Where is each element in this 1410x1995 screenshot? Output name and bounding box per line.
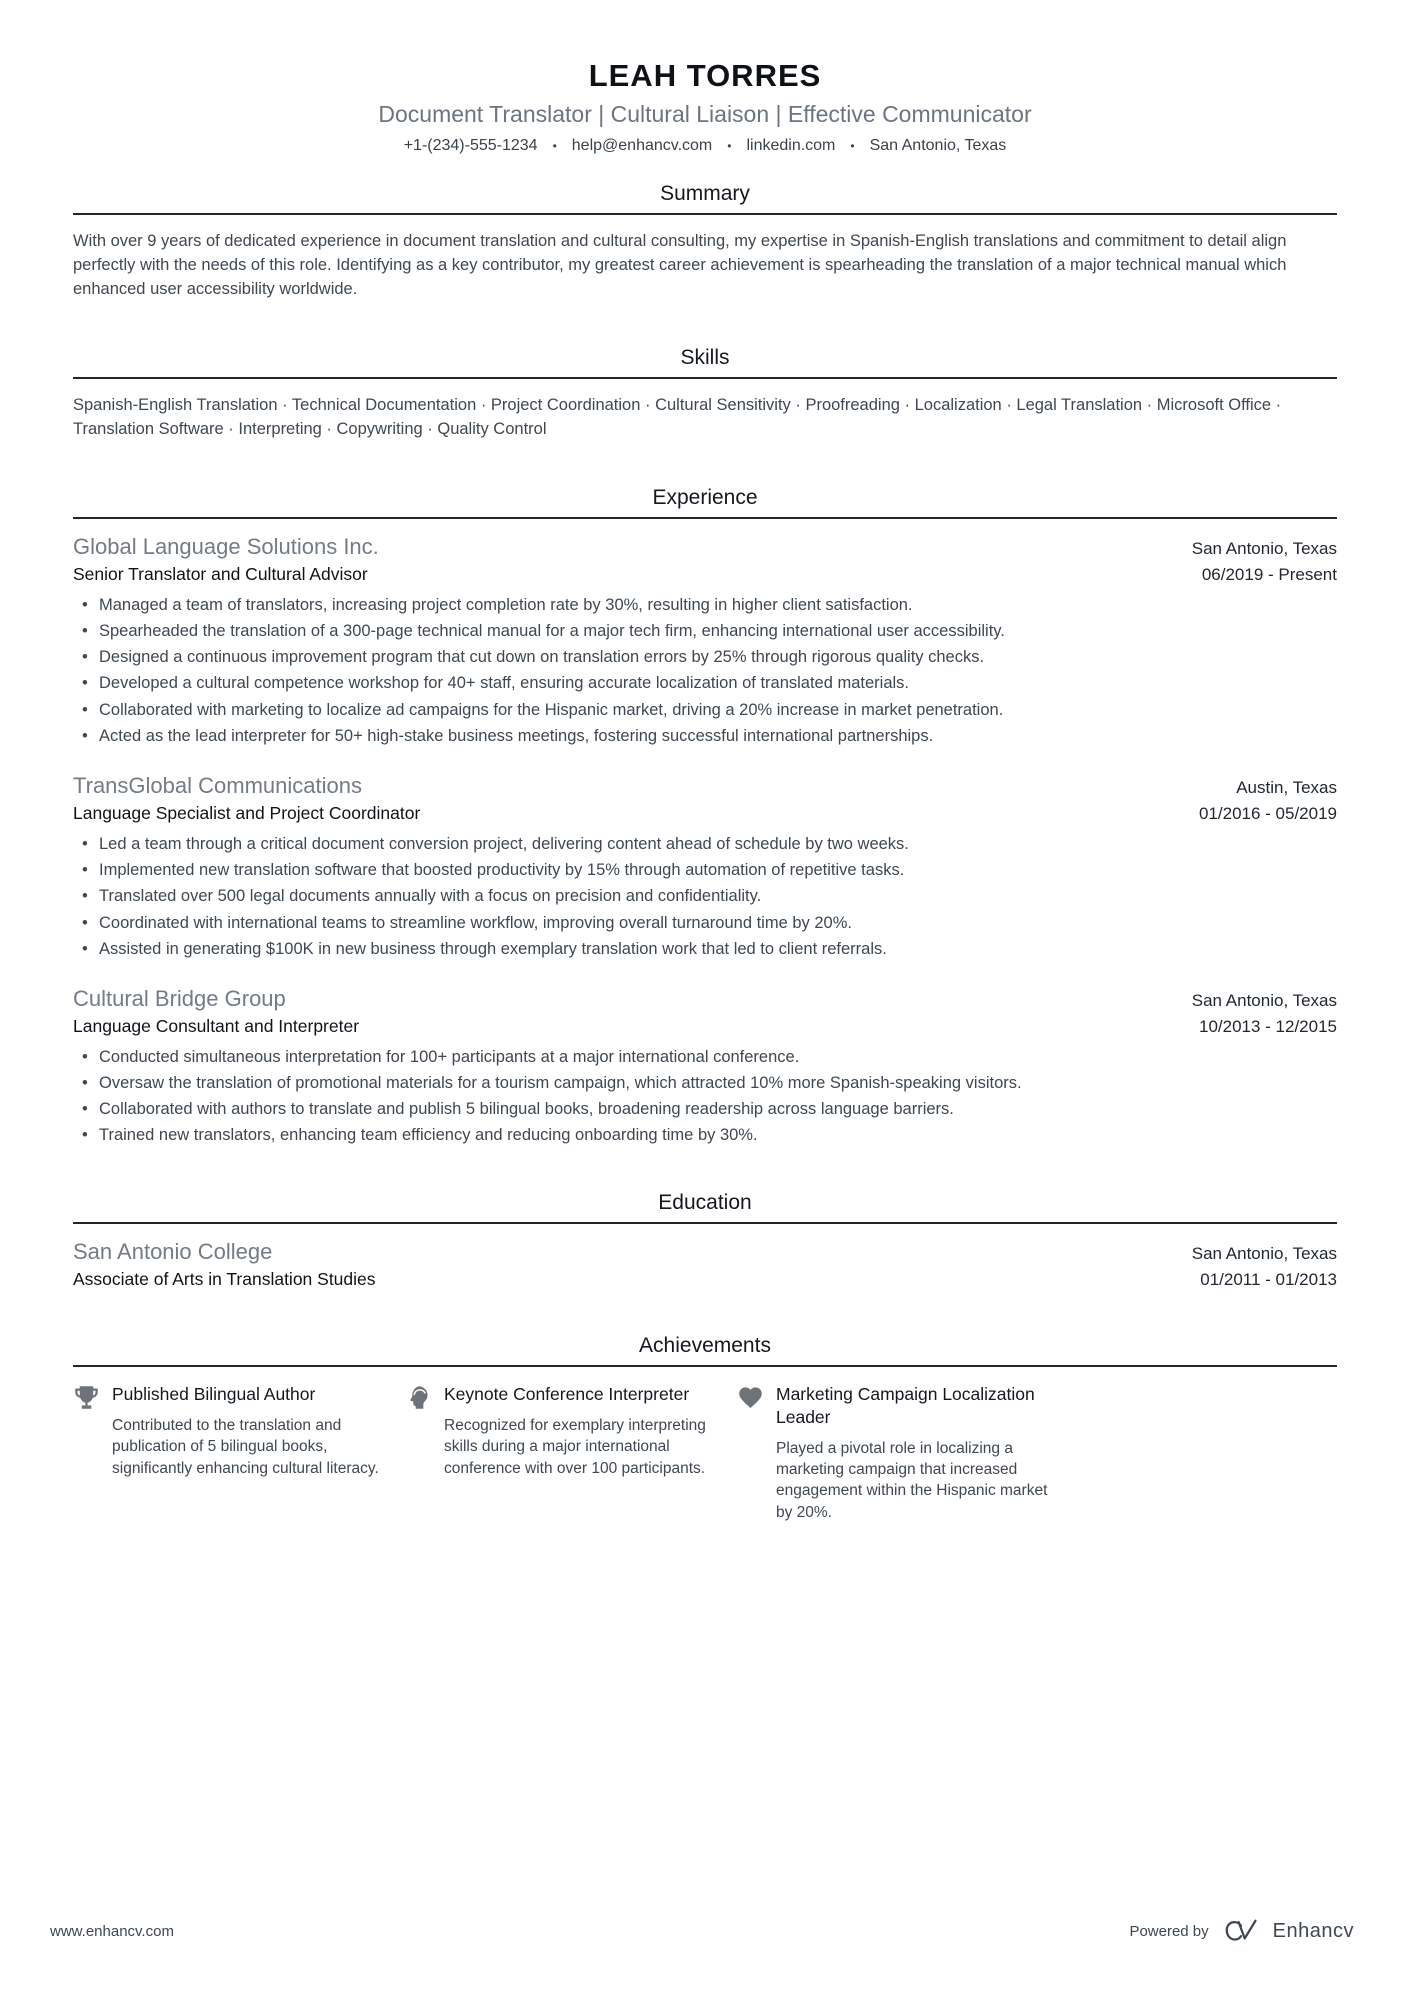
skills-list: Spanish-English Translation · Technical Documentation · Project Coordination · Cultural Sensitivity · Proofreading · Localization · Legal Translation · Microsoft Office · Translation Software · Interpreting · Copywriting · Quality Control [73, 395, 1282, 438]
resume-header [73, 58, 1337, 155]
job-bullet: • Translated over 500 legal documents annually with a focus on precision and confidentiality. [99, 886, 1337, 908]
section-divider [73, 1365, 1337, 1367]
achievement-description: Contributed to the translation and publication of 5 bilingual books, significantly enhancing cultural literacy. [112, 1416, 379, 1477]
section-divider [73, 377, 1337, 379]
achievement-description: Played a pivotal role in localizing a marketing campaign that increased engagement within the Hispanic market by 20%. [776, 1439, 1048, 1521]
heart-icon [737, 1384, 764, 1411]
achievements-grid [73, 1383, 1337, 1523]
dot-separator-icon: • [850, 139, 855, 153]
education-entry [73, 1239, 1337, 1290]
job-bullet: • Designed a continuous improvement program that cut down on translation errors by 25% through rigorous quality checks. [99, 647, 1337, 669]
candidate-headline: Document Translator | Cultural Liaison | Effective Communicator [378, 101, 1032, 127]
achievement-item [737, 1383, 1069, 1523]
job-dates: 06/2019 - Present [1201, 564, 1337, 584]
page-footer [50, 1917, 1354, 1945]
section-skills [73, 346, 1337, 442]
section-divider [73, 1222, 1337, 1224]
job-bullet: • Trained new translators, enhancing team efficiency and reducing onboarding time by 30%. [99, 1125, 1337, 1147]
contact-location: San Antonio, Texas [869, 137, 1007, 154]
company-name: Global Language Solutions Inc. [73, 533, 379, 559]
job-dates: 01/2016 - 05/2019 [1198, 803, 1337, 823]
contact-line [73, 137, 1337, 155]
job-title: Senior Translator and Cultural Advisor [73, 563, 368, 584]
achievement-item [405, 1383, 737, 1523]
degree-name: Associate of Arts in Translation Studies [73, 1269, 376, 1290]
experience-entry [73, 986, 1337, 1148]
section-education [73, 1191, 1337, 1290]
dot-separator-icon: • [552, 139, 557, 153]
summary-text: With over 9 years of dedicated experience in document translation and cultural consulting, my expertise in Spanish-English translations and commitment to detail align perfectly with the needs of this role. Identifying as a key contributor, my greatest career achievement is spearheading the translation of a major technical manual which enhanced user accessibility worldwide. [73, 232, 1287, 298]
job-bullet: • Coordinated with international teams to streamline workflow, improving overall turnaround time by 20%. [99, 913, 1337, 935]
brand-name: Enhancv [1272, 1919, 1354, 1942]
section-achievements [73, 1334, 1337, 1523]
job-bullet: • Implemented new translation software that boosted productivity by 15% through automation of repetitive tasks. [99, 860, 1337, 882]
footer-website-link[interactable]: www.enhancv.com [50, 1922, 174, 1940]
job-bullet: • Spearheaded the translation of a 300-page technical manual for a major tech firm, enhancing international user accessibility. [99, 621, 1337, 643]
job-bullet-list [73, 595, 1337, 748]
job-title: Language Specialist and Project Coordinator [73, 802, 421, 823]
experience-section-title: Experience [652, 485, 758, 509]
summary-section-title: Summary [660, 182, 750, 205]
achievement-title: Published Bilingual Author [112, 1384, 316, 1405]
powered-by-label: Powered by [1129, 1922, 1209, 1940]
section-summary [73, 182, 1337, 302]
job-bullet: • Collaborated with authors to translate and publish 5 bilingual books, broadening readership across language barriers. [99, 1099, 1337, 1121]
skills-section-title: Skills [680, 345, 730, 369]
job-bullet-list [73, 834, 1337, 961]
job-dates: 10/2013 - 12/2015 [1198, 1016, 1337, 1036]
experience-entry [73, 534, 1337, 748]
enhancv-logo-icon [1220, 1917, 1262, 1945]
section-divider [73, 517, 1337, 519]
company-name: Cultural Bridge Group [73, 985, 286, 1011]
school-location: San Antonio, Texas [1191, 1244, 1337, 1264]
job-bullet: • Assisted in generating $100K in new business through exemplary translation work that led to client referrals. [99, 939, 1337, 961]
job-bullet-list [73, 1047, 1337, 1148]
education-dates: 01/2011 - 01/2013 [1200, 1270, 1337, 1290]
education-section-title: Education [658, 1191, 752, 1215]
dot-separator-icon: • [727, 139, 732, 153]
job-bullet: • Managed a team of translators, increasing project completion rate by 30%, resulting in higher client satisfaction. [99, 595, 1337, 617]
job-bullet: • Led a team through a critical document conversion project, delivering content ahead of schedule by two weeks. [99, 834, 1337, 856]
achievement-item [73, 1383, 405, 1523]
school-name: San Antonio College [73, 1239, 273, 1265]
section-experience [73, 486, 1337, 1147]
contact-linkedin[interactable]: linkedin.com [746, 137, 836, 154]
contact-phone: +1-(234)-555-1234 [403, 137, 538, 154]
interpreter-head-icon [405, 1384, 432, 1411]
job-bullet: • Oversaw the translation of promotional materials for a tourism campaign, which attracted 10% more Spanish-speaking visitors. [99, 1073, 1337, 1095]
job-bullet: • Acted as the lead interpreter for 50+ high-stake business meetings, fostering successful international partnerships. [99, 726, 1337, 748]
contact-email[interactable]: help@enhancv.com [571, 137, 713, 154]
job-title: Language Consultant and Interpreter [73, 1015, 360, 1036]
job-bullet: • Collaborated with marketing to localize ad campaigns for the Hispanic market, driving a 20% increase in market penetration. [99, 700, 1337, 722]
candidate-name: LEAH TORRES [588, 58, 822, 93]
achievement-title: Marketing Campaign Localization Leader [776, 1384, 1035, 1427]
achievement-description: Recognized for exemplary interpreting skills during a major international conference with over 100 participants. [444, 1416, 706, 1477]
company-name: TransGlobal Communications [73, 772, 362, 798]
job-location: San Antonio, Texas [1191, 538, 1337, 558]
experience-entry [73, 773, 1337, 961]
job-bullet: • Developed a cultural competence workshop for 40+ staff, ensuring accurate localization of translated materials. [99, 673, 1337, 695]
section-divider [73, 213, 1337, 215]
trophy-icon [73, 1384, 100, 1411]
job-location: Austin, Texas [1236, 777, 1337, 797]
job-bullet: • Conducted simultaneous interpretation for 100+ participants at a major international conference. [99, 1047, 1337, 1069]
job-location: San Antonio, Texas [1191, 990, 1337, 1010]
achievement-title: Keynote Conference Interpreter [444, 1384, 690, 1405]
achievements-section-title: Achievements [639, 1334, 771, 1358]
powered-by-badge[interactable] [1129, 1917, 1354, 1945]
